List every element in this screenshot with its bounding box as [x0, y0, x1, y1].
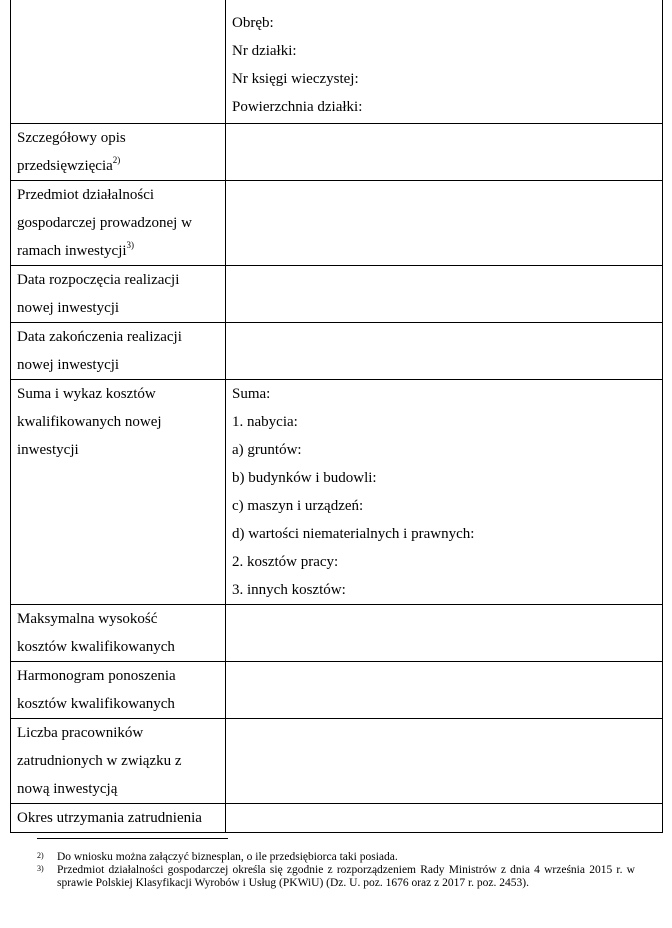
table-row-end-date — [11, 323, 663, 380]
value-cell-employment-period[interactable] — [226, 804, 663, 833]
cost-sum-label: Suma: — [232, 386, 271, 402]
table-row-description — [11, 124, 663, 181]
footnote-separator — [37, 838, 228, 839]
label-cell-employees — [11, 719, 226, 804]
row-label-line: Harmonogram ponoszenia — [17, 668, 176, 684]
value-cell-costs[interactable] — [226, 380, 663, 605]
footnote-mark: 3) — [37, 864, 44, 873]
row-label-line: gospodarczej prowadzonej w — [17, 215, 192, 231]
table-row-max-costs — [11, 605, 663, 662]
value-cell-start-date[interactable] — [226, 266, 663, 323]
row-label-line: Data zakończenia realizacji — [17, 329, 182, 345]
footnote-text: Przedmiot działalności gospodarczej określa się zgodnie z rozporządzeniem Rady Ministrów z dnia 4 września 2015 r. w sprawie Polskiej Klasyfikacji Wyrobów i Usług (PKWiU) (Dz. U. poz. 1676 oraz z 2017 r. poz. 2453). — [57, 864, 635, 889]
footnote-ref-3: 3) — [126, 240, 135, 250]
row-label-line: Suma i wykaz kosztów — [17, 386, 156, 402]
cost-intangibles-label: d) wartości niematerialnych i prawnych: — [232, 526, 475, 542]
label-cell-employment-period — [11, 804, 226, 833]
application-form-table — [10, 0, 663, 833]
cost-buildings-label: b) budynków i budowli: — [232, 470, 377, 486]
table-row-start-date — [11, 266, 663, 323]
row-label-line: Okres utrzymania zatrudnienia — [17, 810, 202, 826]
row-label-line: zatrudnionych w związku z — [17, 753, 182, 769]
row-label-line: Data rozpoczęcia realizacji — [17, 272, 180, 288]
table-row-parcel — [11, 0, 663, 124]
row-label-line: Przedmiot działalności — [17, 187, 155, 203]
field-plot-number-label: Nr działki: — [232, 43, 297, 59]
value-cell-employees[interactable] — [226, 719, 663, 804]
table-row-costs — [11, 380, 663, 605]
label-cell-end-date — [11, 323, 226, 380]
field-land-register-label: Nr księgi wieczystej: — [232, 71, 359, 87]
label-cell-max-costs — [11, 605, 226, 662]
footnote-ref-2: 2) — [112, 155, 121, 165]
cost-machines-label: c) maszyn i urządzeń: — [232, 498, 364, 514]
value-cell-schedule[interactable] — [226, 662, 663, 719]
table-row-business-activity — [11, 181, 663, 266]
field-plot-area-label: Powierzchnia działki: — [232, 99, 363, 115]
label-cell-costs — [11, 380, 226, 605]
cost-acquisition-label: 1. nabycia: — [232, 414, 298, 430]
label-cell-description — [11, 124, 226, 181]
row-label-line: przedsięwzięcia — [17, 158, 113, 174]
row-label-line: Maksymalna wysokość — [17, 611, 158, 627]
row-label-line: inwestycji — [17, 442, 79, 458]
cost-land-label: a) gruntów: — [232, 442, 302, 458]
row-label-line: kosztów kwalifikowanych — [17, 696, 175, 712]
footnote-mark: 2) — [37, 851, 44, 860]
value-cell-description[interactable] — [226, 124, 663, 181]
row-label-line: nowej inwestycji — [17, 300, 120, 316]
cost-labour-label: 2. kosztów pracy: — [232, 554, 339, 570]
row-label-line: nowej inwestycji — [17, 357, 120, 373]
row-label-line: ramach inwestycji — [17, 243, 127, 259]
label-cell-empty — [11, 0, 226, 124]
label-cell-schedule — [11, 662, 226, 719]
row-label-line: Szczegółowy opis — [17, 130, 126, 146]
row-label-line: nową inwestycją — [17, 781, 118, 797]
table-row-employees — [11, 719, 663, 804]
field-obreb-label: Obręb: — [232, 15, 274, 31]
row-label-line: Liczba pracowników — [17, 725, 144, 741]
row-label-line: kosztów kwalifikowanych — [17, 639, 175, 655]
table-row-schedule — [11, 662, 663, 719]
value-cell-max-costs[interactable] — [226, 605, 663, 662]
footnote-text: Do wniosku można załączyć biznesplan, o ile przedsiębiorca taki posiada. — [57, 851, 398, 863]
label-cell-start-date — [11, 266, 226, 323]
footnote-2 — [37, 851, 635, 864]
value-cell-parcel[interactable] — [226, 0, 663, 124]
footnotes — [37, 851, 635, 890]
cost-other-label: 3. innych kosztów: — [232, 582, 346, 598]
table-row-employment-period — [11, 804, 663, 833]
row-label-line: kwalifikowanych nowej — [17, 414, 162, 430]
footnote-3 — [37, 864, 635, 890]
value-cell-end-date[interactable] — [226, 323, 663, 380]
value-cell-business-activity[interactable] — [226, 181, 663, 266]
label-cell-business-activity — [11, 181, 226, 266]
